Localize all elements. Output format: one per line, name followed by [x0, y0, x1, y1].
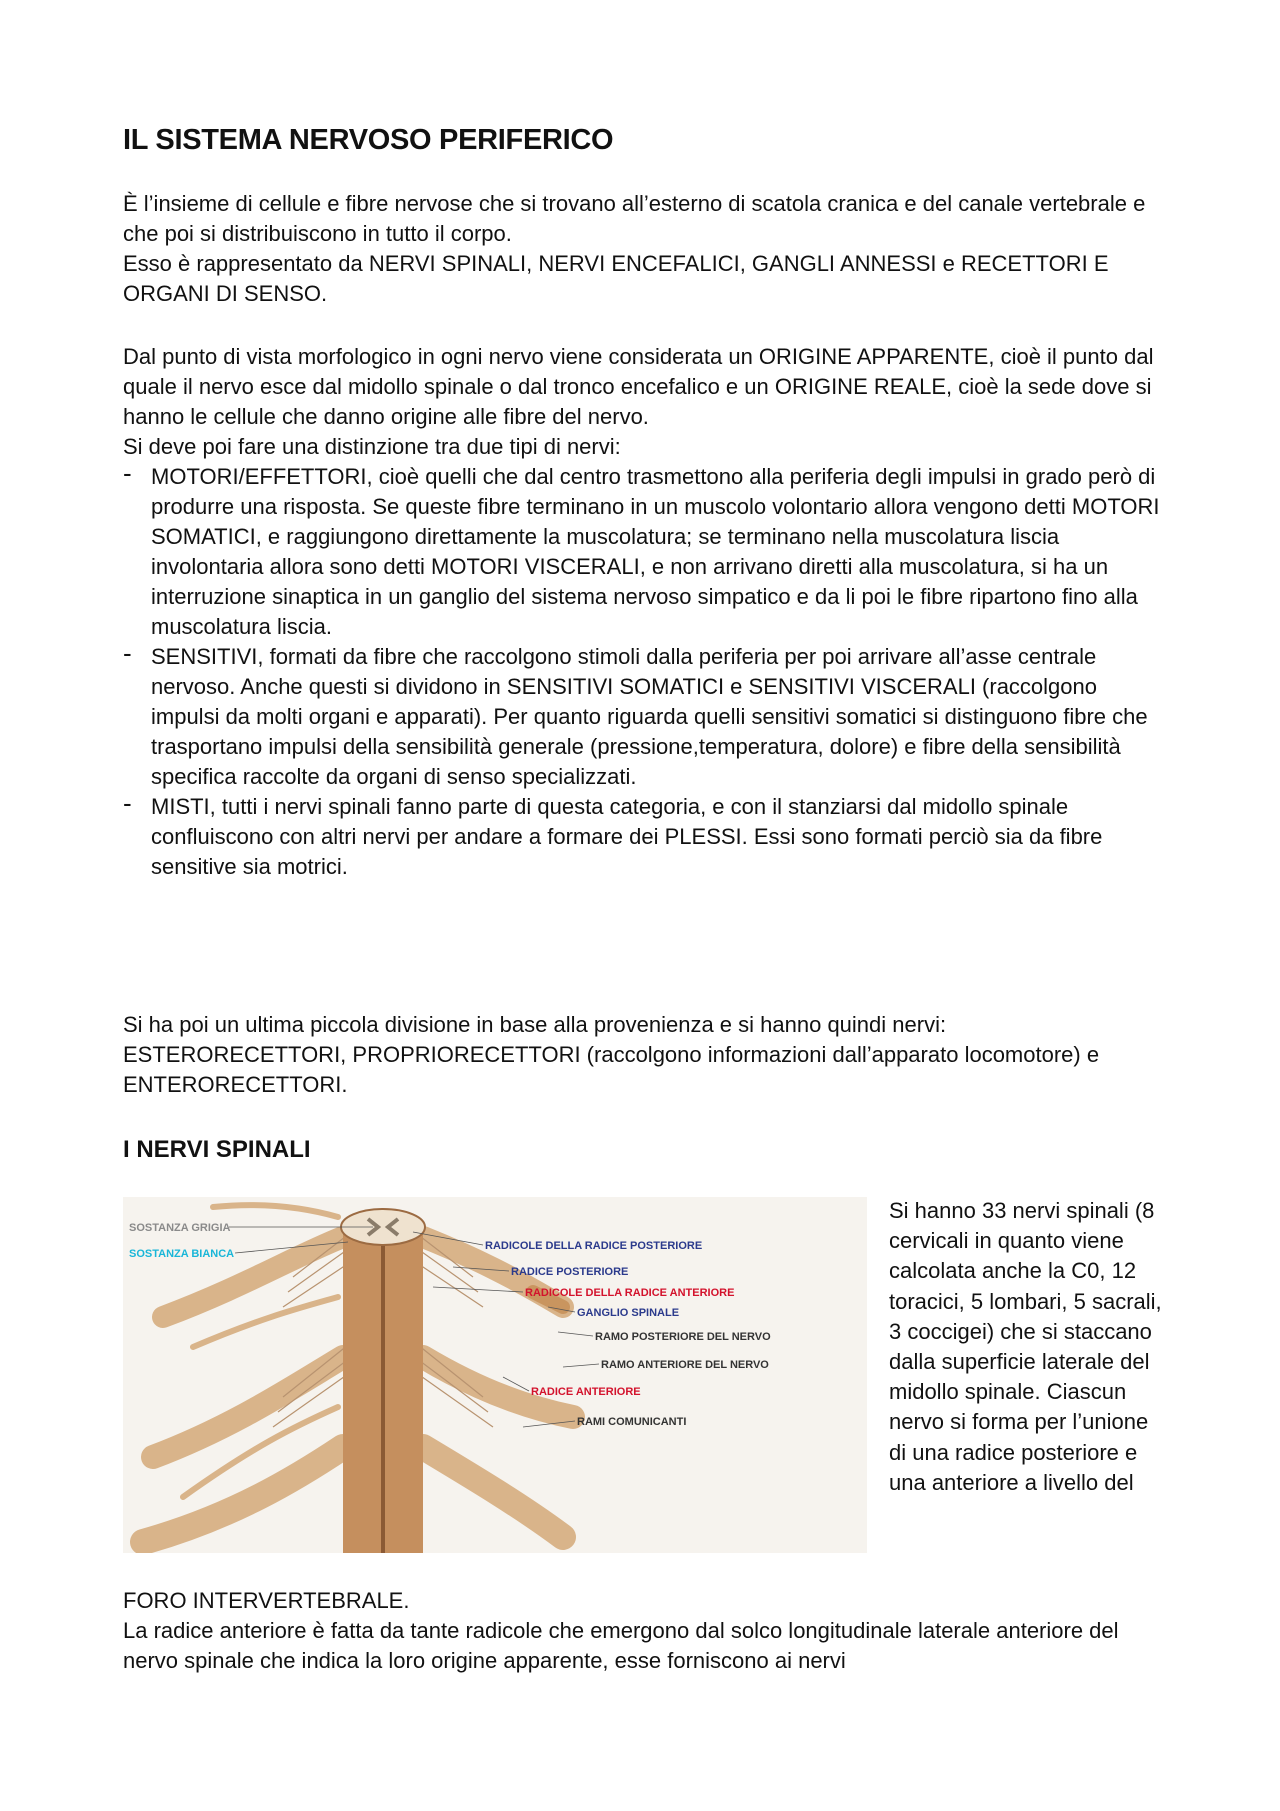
list-item-motori: - MOTORI/EFFETTORI, cioè quelli che dal centro trasmettono alla periferia degli impulsi in grado però di produrre una risposta. Se queste fibre terminano in un muscolo volontario allora vengono detti MOTORI SOMATICI, e raggiungono direttamente la muscolatura; se terminano nella muscolatura liscia involontaria allora sono detti MOTORI VISCERALI, e non arrivano diretti alla muscolatura, si ha un interruzione sinaptica in un ganglio del sistema nervoso simpatico e da li poi le fibre ripartono fino alla muscolatura liscia. [123, 462, 1163, 642]
provenance-section [123, 1010, 1163, 1100]
page-title: IL SISTEMA NERVOSO PERIFERICO [123, 124, 614, 156]
morphology-section [123, 342, 1163, 882]
list-item-sensitivi: - SENSITIVI, formati da fibre che raccolgono stimoli dalla periferia per poi arrivare all’asse centrale nervoso. Anche questi si dividono in SENSITIVI SOMATICI e SENSITIVI VISCERALI (raccolgono impulsi da molti organi e apparati). Per quanto riguarda quelli sensitivi somatici si distinguono fibre che trasportano impulsi della sensibilità generale (pressione,temperatura, dolore) e fibre della sensibilità specifica raccolte da organi di senso specializzati. [123, 642, 1163, 792]
bottom-paragraph-radice: La radice anteriore è fatta da tante radicole che emergono dal solco longitudinale laterale anteriore del nervo spinale che indica la loro origine apparente, esse forniscono ai nervi [123, 1618, 1119, 1673]
label-radicole-radice-anteriore: RADICOLE DELLA RADICE ANTERIORE [525, 1287, 735, 1299]
label-ganglio-spinale: GANGLIO SPINALE [577, 1307, 680, 1319]
intro-paragraph-2: Esso è rappresentato da NERVI SPINALI, NERVI ENCEFALICI, GANGLI ANNESSI e RECETTORI E ORGANI DI SENSO. [123, 251, 1109, 306]
label-ramo-anteriore: RAMO ANTERIORE DEL NERVO [601, 1359, 769, 1371]
nerve-types-list [123, 462, 1163, 882]
label-sostanza-bianca: SOSTANZA BIANCA [129, 1248, 235, 1260]
intro-paragraph-1: È l’insieme di cellule e fibre nervose che si trovano all’esterno di scatola cranica e del canale vertebrale e che poi si distribuiscono in tutto il corpo. [123, 191, 1146, 246]
side-paragraph: Si hanno 33 nervi spinali (8 cervicali in quanto viene calcolata anche la C0, 12 toracici, 5 lombari, 5 sacrali, 3 coccigei) che si staccano dalla superficie laterale del midollo spinale. Ciascun nervo si forma per l’unione di una radice posteriore e una anteriore a livello del [889, 1198, 1162, 1495]
list-item-misti: - MISTI, tutti i nervi spinali fanno parte di questa categoria, e con il stanziarsi dal midollo spinale confluiscono con altri nervi per andare a formare dei PLESSI. Essi sono formati perciò sia da fibre sensitive sia motrici. [123, 792, 1163, 882]
spinal-cord-figure [123, 1197, 867, 1553]
label-radice-posteriore: RADICE POSTERIORE [511, 1266, 629, 1278]
nerve-types-intro: Si deve poi fare una distinzione tra due tipi di nervi: [123, 434, 621, 459]
intro-section [123, 189, 1163, 309]
label-radicole-radice-posteriore: RADICOLE DELLA RADICE POSTERIORE [485, 1240, 703, 1252]
bottom-line-foro: FORO INTERVERTEBRALE. [123, 1588, 410, 1613]
bottom-section [123, 1586, 1163, 1676]
section-title-nervi-spinali: I NERVI SPINALI [123, 1136, 311, 1163]
provenance-paragraph: Si ha poi un ultima piccola divisione in base alla provenienza e si hanno quindi nervi: ESTERORECETTORI, PROPRIORECETTORI (raccolgono informazioni dall’apparato locomotore) e ENTERORECETTORI. [123, 1012, 1100, 1097]
label-sostanza-grigia: SOSTANZA GRIGIA [129, 1222, 231, 1234]
label-rami-comunicanti: RAMI COMUNICANTI [577, 1416, 687, 1428]
morphology-paragraph: Dal punto di vista morfologico in ogni nervo viene considerata un ORIGINE APPARENTE, cioè il punto dal quale il nervo esce dal midollo spinale o dal tronco encefalico e un ORIGINE REALE, cioè la sede dove si hanno le cellule che danno origine alle fibre del nervo. [123, 344, 1154, 429]
label-ramo-posteriore: RAMO POSTERIORE DEL NERVO [595, 1331, 771, 1343]
label-radice-anteriore: RADICE ANTERIORE [531, 1386, 641, 1398]
